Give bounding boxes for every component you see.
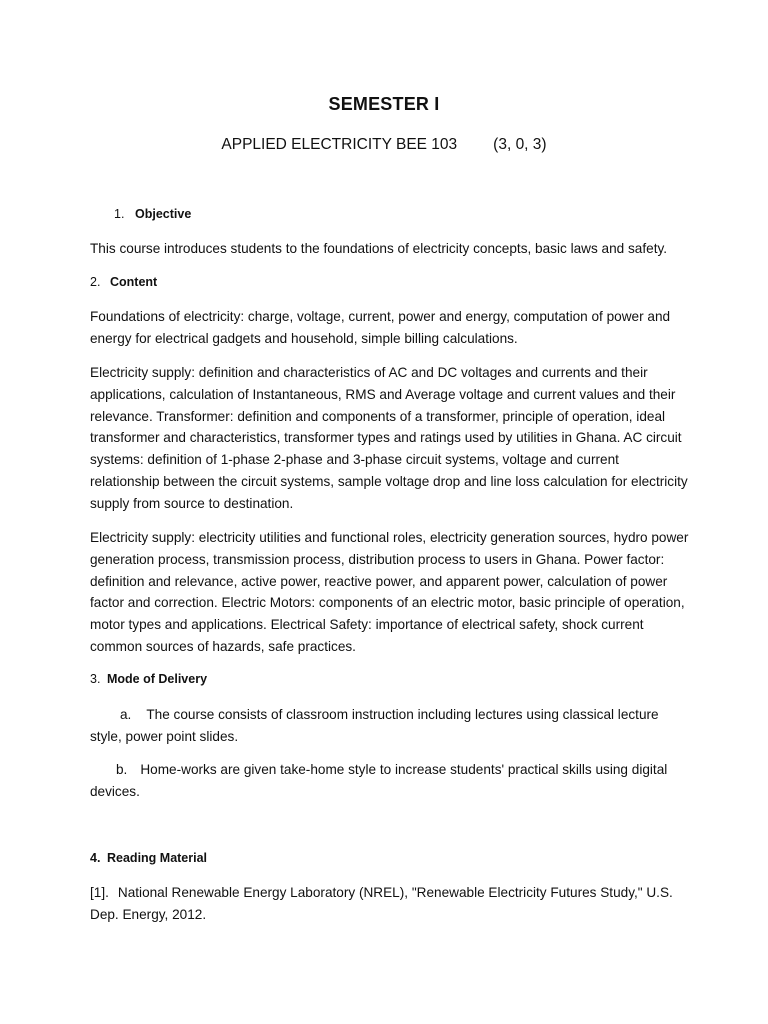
section-heading-reading [90,851,207,865]
section-number: 3. [90,672,101,686]
section-number: 1. [114,207,125,221]
reference-marker: [1]. [90,885,109,900]
content-paragraph: Electricity supply: definition and characteristics of AC and DC voltages and currents and their applications, calculation of Instantaneous, RMS and Average voltage and current values and their relevance. Transformer: definition and components of a transformer, principle of operation, ideal transformer and characteristics, transformer types and ratings used by utilities in Ghana. AC circuit systems: definition of 1-phase 2-phase and 3-phase circuit systems, voltage and current relationship between the circuit systems, sample voltage drop and line loss calculation for electricity supply from source to destination. [90,365,688,511]
list-item-text: Home-works are given take-home style to increase students' practical skills using digital devices. [90,762,668,799]
list-item-text: The course consists of classroom instruction including lectures using classical lecture style, power point slides. [90,707,659,744]
section-heading-label: Objective [135,207,192,221]
delivery-item [90,759,690,803]
list-marker: a. [120,707,132,722]
content-paragraph: Foundations of electricity: charge, voltage, current, power and energy, computation of power and energy for electrical gadgets and household, simple billing calculations. [90,309,671,346]
section-heading-label: Mode of Delivery [107,672,208,686]
list-marker: b. [116,762,128,777]
section-heading-content [90,275,157,289]
course-name: APPLIED ELECTRICITY BEE 103 [221,136,458,153]
section-heading-label: Content [110,275,158,289]
section-number: 2. [90,275,101,289]
reference-text: National Renewable Energy Laboratory (NREL), "Renewable Electricity Futures Study," U.S. Dep. Energy, 2012. [90,885,673,922]
document-title: SEMESTER I [328,94,440,114]
section-heading-objective [114,207,191,221]
course-line [0,136,768,154]
section-heading-label: Reading Material [107,851,208,865]
course-credits: (3, 0, 3) [493,136,547,153]
section-number: 4. [90,851,101,865]
section-heading-delivery [90,672,207,686]
objective-text: This course introduces students to the foundations of electricity concepts, basic laws and safety. [90,241,668,256]
content-paragraph: Electricity supply: electricity utilities and functional roles, electricity generation sources, hydro power generation process, transmission process, distribution process to users in Ghana. Power factor: definition and relevance, active power, reactive power, and apparent power, calculation of power factor and correction. Electric Motors: components of an electric motor, basic principle of operation, motor types and applications. Electrical Safety: importance of electrical safety, shock current common sources of hazards, safe practices. [90,530,689,654]
delivery-item [90,704,690,748]
reference-item [90,882,690,926]
